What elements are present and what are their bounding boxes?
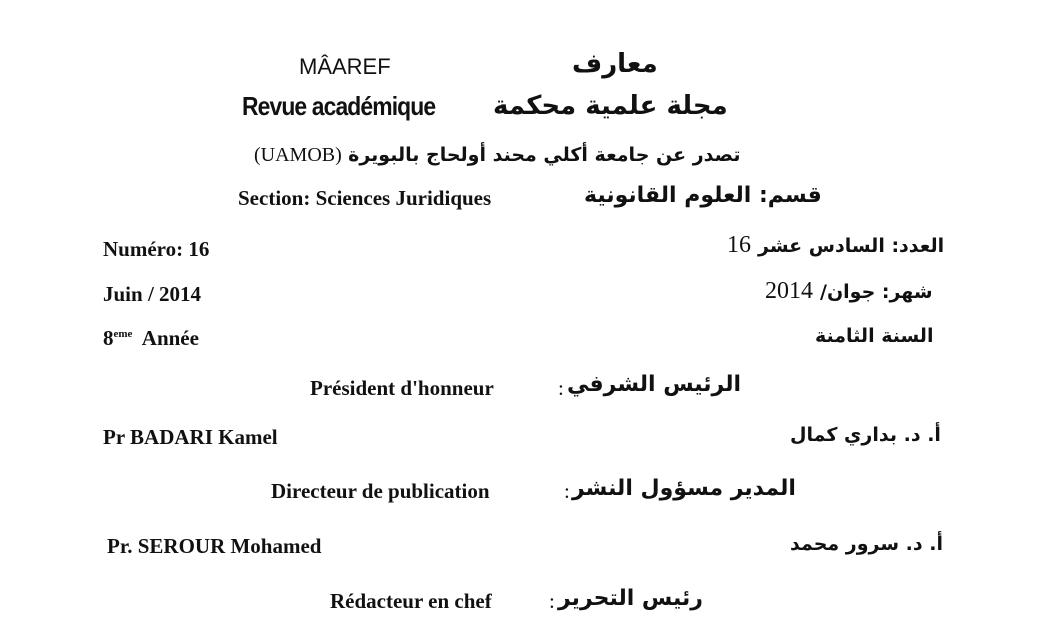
issue-date-value: 2014 <box>765 278 813 304</box>
issue-number-ar-label: العدد: السادس عشر <box>758 235 945 257</box>
director-name-ar: أ. د. سرور محمد <box>790 533 943 555</box>
honorary-name-fr: Pr BADARI Kamel <box>103 425 278 449</box>
issue-date-fr: Juin / 2014 <box>103 282 202 306</box>
revue-label: Revue académique <box>242 91 436 121</box>
honorary-president-sep: : <box>558 376 564 400</box>
honorary-name-ar: أ. د. بداري كمال <box>790 424 941 446</box>
director-fr: Directeur de publication <box>271 479 490 503</box>
journal-title-arabic: معارف <box>572 49 658 79</box>
issue-year-fr <box>103 326 199 351</box>
publisher-line <box>254 142 740 167</box>
issue-number-ar <box>727 232 944 259</box>
honorary-president-fr: Président d'honneur <box>310 376 494 400</box>
director-name-fr: Pr. SEROUR Mohamed <box>107 534 322 558</box>
publisher-arabic: تصدر عن جامعة أكلي محند أولحاج بالبويرة <box>348 144 741 166</box>
editor-in-chief-sep: : <box>549 589 555 613</box>
issue-number-fr: Numéro: 16 <box>103 237 210 261</box>
issue-date-ar-label: شهر: جوان/ <box>820 281 933 303</box>
director-ar: المدير مسؤول النشر <box>572 476 796 501</box>
issue-number-value: 16 <box>727 232 751 258</box>
issue-year-word: Année <box>141 326 199 350</box>
issue-date-ar <box>765 278 933 305</box>
issue-year-number: 8 <box>103 326 114 350</box>
journal-title-latin: MÂAREF <box>299 54 391 79</box>
editor-in-chief-fr: Rédacteur en chef <box>330 589 492 613</box>
issue-year-ar: السنة الثامنة <box>815 325 934 347</box>
issue-year-sup: eme <box>113 328 133 340</box>
honorary-president-ar: الرئيس الشرفي <box>567 372 742 397</box>
section-ar: قسم: العلوم القانونية <box>584 183 822 208</box>
publisher-code: (UAMOB) <box>254 144 342 166</box>
section-fr: Section: Sciences Juridiques <box>238 186 492 210</box>
revue-subtitle-arabic: مجلة علمية محكمة <box>493 91 728 121</box>
director-sep: : <box>564 479 570 503</box>
editor-in-chief-ar: رئيس التحرير <box>558 586 703 611</box>
